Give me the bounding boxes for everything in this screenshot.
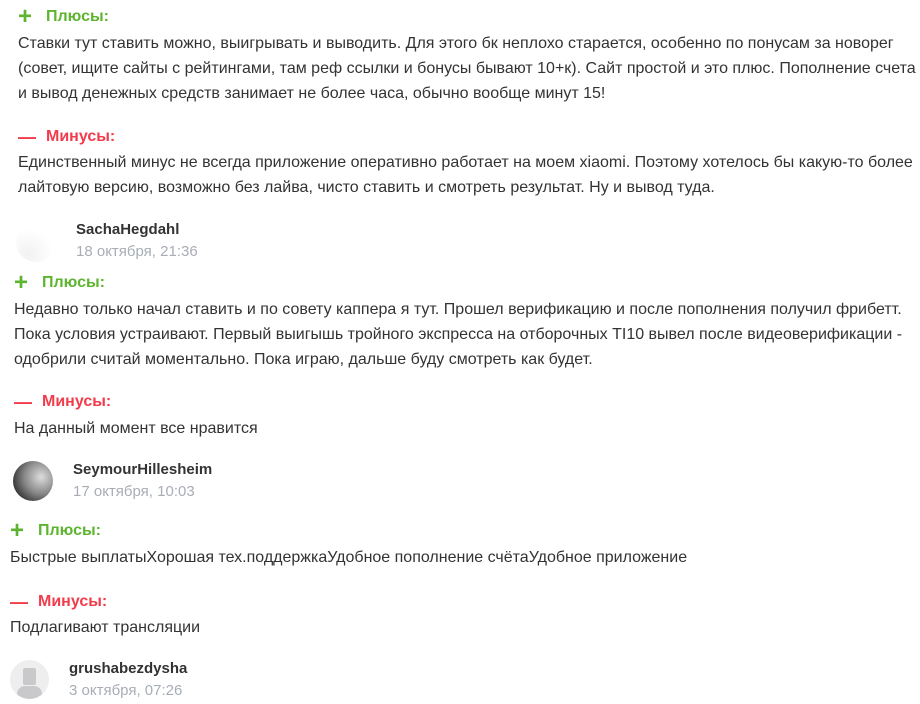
review-date: 17 октября, 10:03 (73, 483, 195, 500)
cons-text: Подлагивают трансляции (10, 619, 201, 636)
minus-icon: — (18, 127, 36, 147)
author-name[interactable]: SachaHegdahl (76, 221, 180, 238)
pros-text: Ставки тут ставить можно, выигрывать и выводить. Для этого бк неплохо старается, особенно по понусам за новорег (совет, ищите сайты с рейтингами, там реф ссылки и бонусы бывают 10+к). Сайт простой и это плюс. Пополнение счета и вывод денежных средств занимает не более часа, обычно вообще минут 15! (18, 35, 916, 102)
pros-text: Недавно только начал ставить и по совету каппера я тут. Прошел верификацию и после пополнения получил фрибетт. Пока условия устраивают. Первый выигышь тройного экспресса на отборочных TI10 вывел после видеоверификации - одобрили считай моментально. Пока играю, дальше буду смотреть как будет. (14, 301, 903, 368)
review-date: 18 октября, 21:36 (76, 243, 198, 260)
cons-header: — Минусы: (18, 127, 116, 147)
minus-icon: — (14, 392, 32, 412)
avatar (13, 461, 53, 501)
pros-header: + Плюсы: (14, 269, 106, 296)
plus-icon: + (18, 3, 33, 30)
minus-icon: — (10, 592, 28, 612)
review-date: 3 октября, 07:26 (69, 682, 183, 699)
pros-text: Быстрые выплатыХорошая тех.поддержкаУдобное пополнение счётаУдобное приложение (10, 549, 688, 566)
author-name[interactable]: SeymourHillesheim (73, 461, 213, 478)
pros-header: + Плюсы: (18, 3, 110, 30)
avatar (10, 660, 49, 699)
plus-icon: + (10, 517, 25, 544)
default-avatar-icon (23, 668, 36, 685)
cons-header: — Минусы: (10, 592, 108, 612)
cons-header: — Минусы: (14, 392, 112, 412)
author-name[interactable]: grushabezdysha (69, 660, 188, 677)
plus-icon: + (14, 269, 29, 296)
cons-text: На данный момент все нравится (14, 420, 258, 437)
pros-header: + Плюсы: (10, 517, 102, 544)
avatar (16, 222, 56, 262)
cons-text: Единственный минус не всегда приложение оперативно работает на моем xiaomi. Поэтому хотелось бы какую-то более лайтовую версию, возможно без лайва, чисто ставить и смотреть результат. Ну и вывод туда. (18, 154, 913, 196)
